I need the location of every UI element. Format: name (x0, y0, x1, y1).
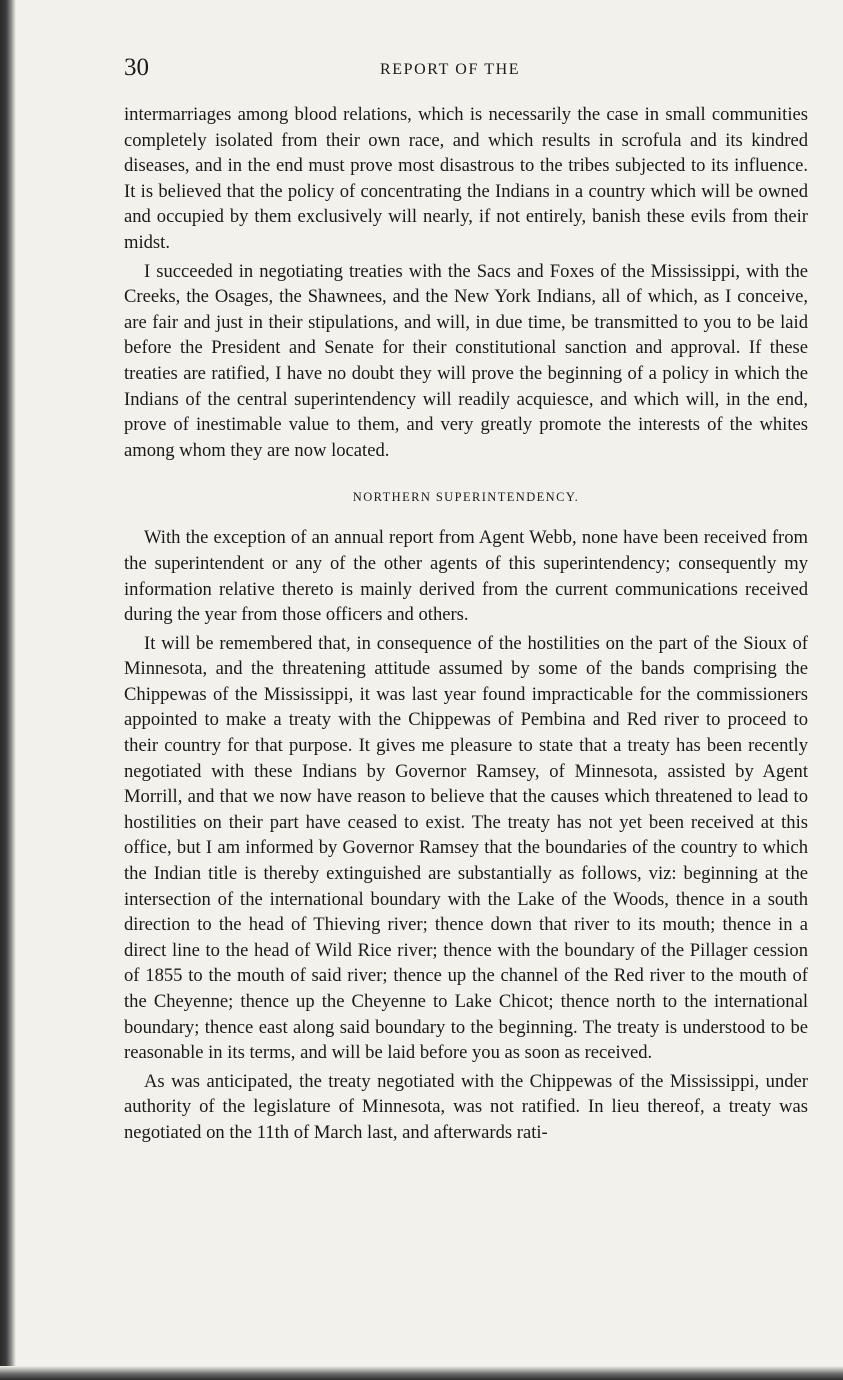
page-header (124, 50, 808, 86)
page-body (124, 102, 808, 1149)
page-binding-edge (0, 0, 16, 1380)
page-number: 30 (124, 54, 149, 81)
running-title: REPORT OF THE (380, 61, 521, 78)
paragraph-treaties: I succeeded in negotiating treaties with the Sacs and Foxes of the Mississippi, with the Creeks, the Osages, the Shawnees, and the New York Indians, all of which, as I conceive, are fair and just in their stipulations, and will, in due time, be transmitted to you to be laid before the President and Senate for their constitutional sanction and approval. If these treaties are ratified, I have no doubt they will prove the beginning of a policy in which the Indians of the central superintendency will readily acquiesce, and which will, in the end, prove of inestimable value to them, and very greatly promote the interests of the whites among whom they are now located. (124, 260, 808, 461)
paragraph-pembina-treaty: It will be remembered that, in consequence of the hostilities on the part of the Sioux of Minnesota, and the threatening attitude assumed by some of the bands comprising the Chippewas of the Mississippi, it was last year found impracticable for the commissioners appointed to make a treaty with the Chippewas of Pembina and Red river to proceed to their country for that purpose. It gives me pleasure to state that a treaty has been recently negotiated with these Indians by Governor Ramsey, of Minnesota, assisted by Agent Morrill, and that we now have reason to believe that the causes which threatened to lead to hostilities on their part have ceased to exist. The treaty has not yet been received at this office, but I am informed by Governor Ramsey that the boundaries of the country to which the Indian title is thereby extinguished are substantially as follows, viz: beginning at the intersection of the international boundary with the Lake of the Woods, thence in a south direction to the head of Thieving river; thence down that river to its mouth; thence in a direct line to the head of Wild Rice river; thence with the boundary of the Pillager cession of 1855 to the mouth of said river; thence up the channel of the Red river to the mouth of the Cheyenne; thence up the Cheyenne to Lake Chicot; thence north to the international boundary; thence east along said boundary to the beginning. The treaty is understood to be reasonable in its terms, and will be laid before you as soon as received. (124, 632, 808, 1064)
section-heading: NORTHERN SUPERINTENDENCY. (352, 490, 580, 505)
paragraph-continuation: intermarriages among blood relations, which is necessarily the case in small communities completely isolated from their own race, and which results in scrofula and its kindred diseases, and in the end must prove most disastrous to the tribes subjected to its influence. It is believed that the policy of concentrating the Indians in a country which will be owned and occupied by them exclusively will nearly, if not entirely, banish these evils from their midst. (124, 104, 808, 253)
paragraph-agent-webb: With the exception of an annual report from Agent Webb, none have been received from the superintendent or any of the other agents of this superintendency; consequently my information relative thereto is mainly derived from the current communications received during the year from those officers and others. (124, 527, 808, 626)
page-bottom-edge (0, 1366, 843, 1380)
paragraph-mississippi-treaty: As was anticipated, the treaty negotiated with the Chippewas of the Mississippi, under authority of the legislature of Minnesota, was not ratified. In lieu thereof, a treaty was negotiated on the 11th of March last, and afterwards rati- (124, 1070, 808, 1143)
